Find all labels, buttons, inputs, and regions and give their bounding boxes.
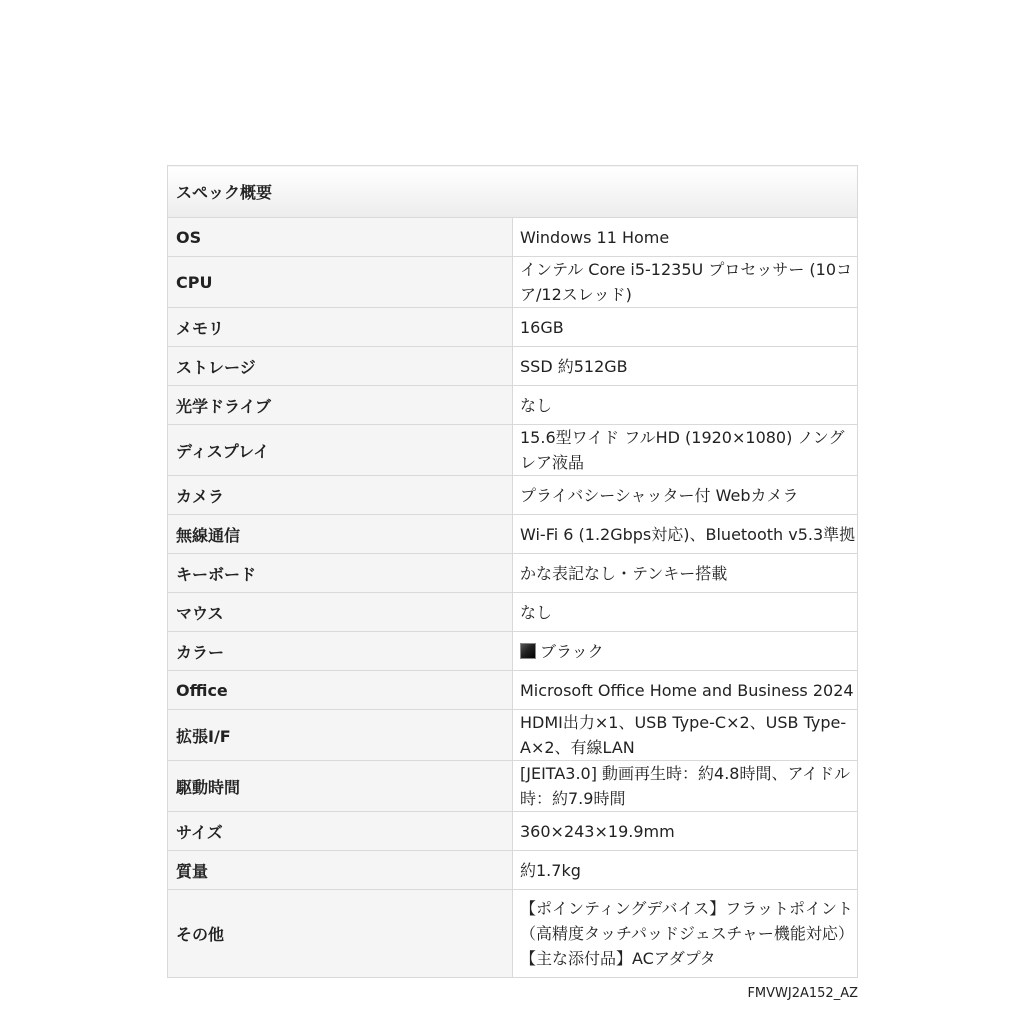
spec-value: 【ポインティングデバイス】フラットポイント（高精度タッチパッドジェスチャー機能対応） 【主な添付品】ACアダプタ bbox=[513, 890, 858, 978]
spec-value: 約1.7kg bbox=[513, 851, 858, 890]
spec-label: マウス bbox=[168, 593, 513, 632]
table-row bbox=[168, 257, 858, 308]
color-swatch-icon bbox=[520, 643, 536, 659]
spec-table-header-row bbox=[168, 166, 858, 218]
spec-value: なし bbox=[513, 386, 858, 425]
spec-label: OS bbox=[168, 218, 513, 257]
spec-label: ディスプレイ bbox=[168, 425, 513, 476]
spec-label: カメラ bbox=[168, 476, 513, 515]
table-row bbox=[168, 761, 858, 812]
table-row bbox=[168, 812, 858, 851]
spec-value: インテル Core i5-1235U プロセッサー (10コア/12スレッド) bbox=[513, 257, 858, 308]
table-row bbox=[168, 554, 858, 593]
spec-summary bbox=[167, 165, 858, 1001]
spec-table bbox=[167, 165, 858, 978]
spec-value: Windows 11 Home bbox=[513, 218, 858, 257]
spec-label: 拡張I/F bbox=[168, 710, 513, 761]
spec-value-color bbox=[513, 632, 858, 671]
spec-label: サイズ bbox=[168, 812, 513, 851]
table-row bbox=[168, 476, 858, 515]
table-row bbox=[168, 890, 858, 978]
spec-value: Wi-Fi 6 (1.2Gbps対応)、Bluetooth v5.3準拠 bbox=[513, 515, 858, 554]
table-row bbox=[168, 308, 858, 347]
spec-value: 15.6型ワイド フルHD (1920×1080) ノングレア液晶 bbox=[513, 425, 858, 476]
spec-value: Microsoft Office Home and Business 2024 bbox=[513, 671, 858, 710]
table-row bbox=[168, 515, 858, 554]
table-row bbox=[168, 632, 858, 671]
spec-label: その他 bbox=[168, 890, 513, 978]
spec-label: 質量 bbox=[168, 851, 513, 890]
spec-value: かな表記なし・テンキー搭載 bbox=[513, 554, 858, 593]
spec-label: キーボード bbox=[168, 554, 513, 593]
table-row bbox=[168, 386, 858, 425]
spec-table-title: スペック概要 bbox=[168, 166, 858, 218]
spec-value: プライバシーシャッター付 Webカメラ bbox=[513, 476, 858, 515]
spec-label: カラー bbox=[168, 632, 513, 671]
spec-value: 360×243×19.9mm bbox=[513, 812, 858, 851]
table-row bbox=[168, 218, 858, 257]
table-row bbox=[168, 347, 858, 386]
table-row bbox=[168, 425, 858, 476]
table-row bbox=[168, 851, 858, 890]
spec-label: Office bbox=[168, 671, 513, 710]
spec-label: メモリ bbox=[168, 308, 513, 347]
spec-value: なし bbox=[513, 593, 858, 632]
color-name: ブラック bbox=[540, 641, 604, 661]
spec-label: 光学ドライブ bbox=[168, 386, 513, 425]
spec-label: 駆動時間 bbox=[168, 761, 513, 812]
spec-value: [JEITA3.0] 動画再生時：約4.8時間、アイドル時：約7.9時間 bbox=[513, 761, 858, 812]
spec-value: SSD 約512GB bbox=[513, 347, 858, 386]
spec-value: 16GB bbox=[513, 308, 858, 347]
spec-value: HDMI出力×1、USB Type-C×2、USB Type-A×2、有線LAN bbox=[513, 710, 858, 761]
table-row bbox=[168, 671, 858, 710]
model-code: FMVWJ2A152_AZ bbox=[747, 986, 858, 1001]
table-row bbox=[168, 710, 858, 761]
spec-label: 無線通信 bbox=[168, 515, 513, 554]
spec-label: CPU bbox=[168, 257, 513, 308]
table-row bbox=[168, 593, 858, 632]
spec-label: ストレージ bbox=[168, 347, 513, 386]
